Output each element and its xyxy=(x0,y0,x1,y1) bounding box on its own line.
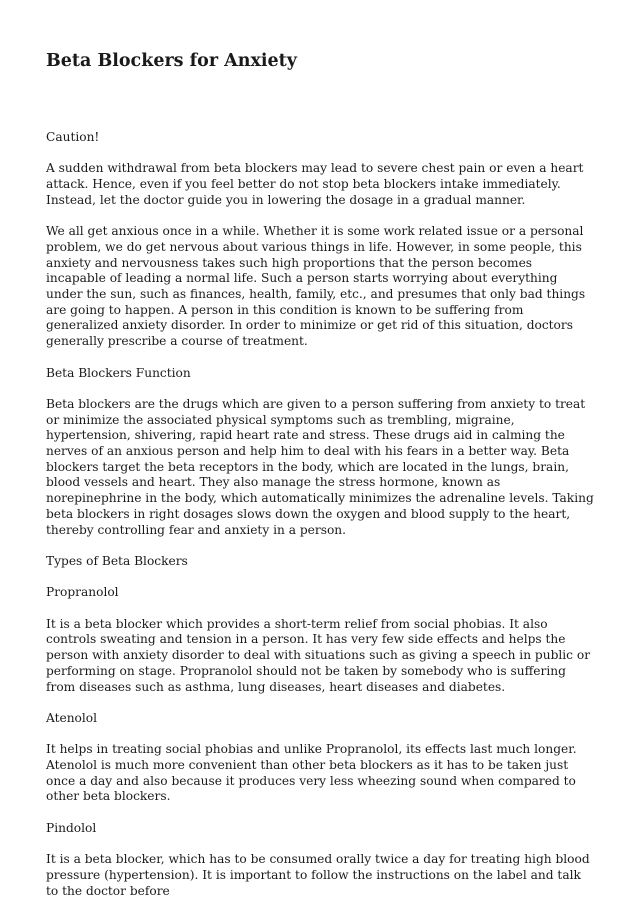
atenolol-paragraph: It helps in treating social phobias and unlike Propranolol, its effects last much longer. Atenolol is much more convenient than other beta blockers as it has to be taken just once a day and also because it produces very less wheezing sound when compared to other beta blockers. xyxy=(46,742,577,804)
intro-paragraph: We all get anxious once in a while. Whether it is some work related issue or a personal problem, we do get nervous about various things in life. However, in some people, this anxiety and nervousness takes such high proportions that the person becomes incapable of leading a normal life. Such a person starts worrying about everything under the sun, such as finances, health, family, etc., and presumes that only bad things are going to happen. A person in this condition is known to be suffering from generalized anxiety disorder. In order to minimize or get rid of this situation, doctors generally prescribe a course of treatment. xyxy=(46,224,586,349)
atenolol-heading: Atenolol xyxy=(46,710,98,725)
function-paragraph: Beta blockers are the drugs which are given to a person suffering from anxiety to treat or minimize the associated physical symptoms such as trembling, migraine, hypertension, shivering, rapid heart rate and stress. These drugs aid in calming the nerves of an anxious person and help him to deal with his fears in a better way. Beta blockers target the beta receptors in the body, which are located in the lungs, brain, blood vessels and heart. They also manage the stress hormone, known as norepinephrine in the body, which automatically minimizes the adrenaline levels. Taking beta blockers in right dosages slows down the oxygen and blood supply to the heart, thereby controlling fear and anxiety in a person. xyxy=(46,396,594,537)
types-heading: Types of Beta Blockers xyxy=(46,553,188,568)
caution-heading: Caution! xyxy=(46,130,100,144)
propranolol-heading: Propranolol xyxy=(46,585,119,600)
article-body xyxy=(46,130,594,915)
caution-paragraph: A sudden withdrawal from beta blockers may lead to severe chest pain or even a heart attack. Hence, even if you feel better do not stop beta blockers intake immediately. Instead, let the doctor guide you in lowering the dosage in a gradual manner. xyxy=(46,161,584,207)
propranolol-paragraph: It is a beta blocker which provides a short-term relief from social phobias. It also controls sweating and tension in a person. It has very few side effects and helps the person with anxiety disorder to deal with situations such as giving a speech in public or performing on stage. Propranolol should not be taken by somebody who is suffering from diseases such as asthma, lung diseases, heart diseases and diabetes. xyxy=(46,616,591,694)
page-title: Beta Blockers for Anxiety xyxy=(46,51,297,71)
pindolol-heading: Pindolol xyxy=(46,820,97,835)
function-heading: Beta Blockers Function xyxy=(46,365,191,380)
pindolol-paragraph: It is a beta blocker, which has to be consumed orally twice a day for treating high blood pressure (hypertension). It is important to follow the instructions on the label and talk to the doctor before xyxy=(46,852,590,898)
